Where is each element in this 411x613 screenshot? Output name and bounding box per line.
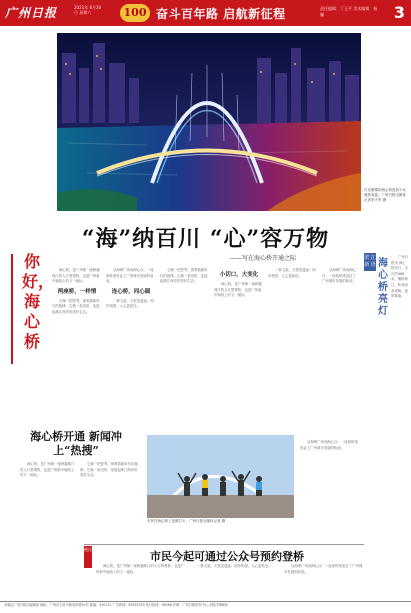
- main-headline: “海”纳百川 “心”容万物: [81, 226, 330, 252]
- article-column-5: [268, 268, 318, 428]
- third-article-title: 市民今起可通过公众号预约登桥: [150, 550, 304, 563]
- photo-caption: 灯光璀璨的海心桥犹如少女曼妙身姿。广州日报全媒体记者李天军 摄: [364, 188, 406, 202]
- article-paragraph: 一桥飞架，天堑变通途；两岸相望，人心更贴近。: [197, 564, 272, 568]
- article-paragraph: 海心桥，是广州第一座跨越珠江的人行景观桥，也是广州新中轴线上的又一地标。: [20, 462, 75, 478]
- article-paragraph: 它像一把竖琴，弹奏着新时代的旋律；它像一条纽带，连接起珠江两岸的美好生活。: [160, 268, 208, 284]
- masthead-logo: 广州日报: [5, 6, 58, 20]
- article-column-2: [106, 268, 156, 428]
- sidebar-title: 海心桥亮灯: [378, 258, 388, 317]
- bridge-night-photo: [57, 33, 361, 211]
- article-paragraph: 从海珠广场到海心沙，一座座桥梁见证了广州城市发展的轨迹。: [106, 268, 154, 284]
- article-column-3: [160, 268, 210, 428]
- article-paragraph: 从海珠广场到海心沙，一座座桥梁见证了广州城市发展的轨迹。: [300, 440, 358, 450]
- sidebar-paragraph: 广州日报讯 海心桥亮灯，全长约488米，横跨珠江，桥身线条流畅，夜景璀璨。: [391, 255, 409, 299]
- masthead-date: 2021年 6月26日 星期六: [74, 5, 102, 15]
- second-article-column-1: [20, 462, 76, 542]
- header-slogan: 奋斗百年路 启航新征程: [156, 7, 286, 21]
- article-paragraph: 一桥飞架，天堑变通途；两岸相望，人心更贴近。: [268, 268, 316, 278]
- second-article-column-3: [300, 440, 360, 540]
- vertical-title-rule: [11, 254, 15, 364]
- second-article-column-2: [80, 462, 140, 542]
- third-article-column-1: [96, 564, 186, 599]
- page-number: 3: [393, 3, 405, 22]
- article-column-6: [322, 268, 358, 428]
- third-article-column-2: [190, 564, 280, 599]
- section-heading: 两座桥，一样情: [57, 288, 97, 295]
- article-paragraph: 海心桥，是广州第一座跨越珠江的人行景观桥，也是广州新中轴线上的又一地标。: [52, 268, 100, 284]
- editor-credits: 责任编辑：丁玉平 美术编辑：杨巍: [320, 6, 378, 17]
- section-heading: 连心桥，同心圆: [111, 288, 151, 295]
- people-on-bridge-photo: [147, 435, 294, 518]
- article-paragraph: 一桥飞架，天堑变通途；两岸相望，人心更贴近。: [106, 298, 154, 309]
- page-footer: 本版由广州日报社编辑部 地址：广州市人民中路同乐路10号 邮编：510121 广告热线：83333333 发行热线：96366 印刷：广州日报印务中心 本报法律顾问: [0, 601, 411, 613]
- third-article-column-3: [284, 564, 364, 599]
- article-tag: 便民: [84, 546, 92, 568]
- article-paragraph: 从海珠广场到海心沙，一座座桥梁见证了广州城市发展的轨迹。: [284, 564, 363, 574]
- article-column-1: [52, 268, 102, 428]
- article-paragraph: 它像一把竖琴，弹奏着新时代的旋律；它像一条纽带，连接起珠江两岸的美好生活。: [80, 462, 138, 478]
- page-header: [0, 0, 411, 26]
- second-photo-caption: 市民在海心桥上拍照打卡。广州日报全媒体记者 摄: [147, 519, 226, 523]
- centenary-badge: 100: [120, 4, 150, 22]
- article-paragraph: 海心桥，是广州第一座跨越珠江的人行景观桥，也是广州新中轴线上的又一地标。: [96, 564, 185, 574]
- second-article-title: 海心桥开通 新闻冲上“热搜”: [30, 430, 122, 457]
- article-paragraph: 从海珠广场到海心沙，一座座桥梁见证了广州城市发展的轨迹。: [322, 268, 357, 284]
- sidebar-label: 滨 江 新 语: [364, 253, 376, 271]
- article-paragraph: 它像一把竖琴，弹奏着新时代的旋律；它像一条纽带，连接起珠江两岸的美好生活。: [52, 298, 100, 314]
- sidebar-text: [391, 255, 409, 485]
- section-divider: [84, 544, 364, 545]
- article-paragraph: 海心桥，是广州第一座跨越珠江的人行景观桥，也是广州新中轴线上的又一地标。: [214, 282, 262, 298]
- section-heading: 小切口，大变化: [219, 272, 259, 278]
- vertical-title: 你好，海心桥: [22, 252, 55, 351]
- main-subhead: ——写在海心桥开通之际: [230, 255, 297, 262]
- article-column-4: [214, 268, 264, 428]
